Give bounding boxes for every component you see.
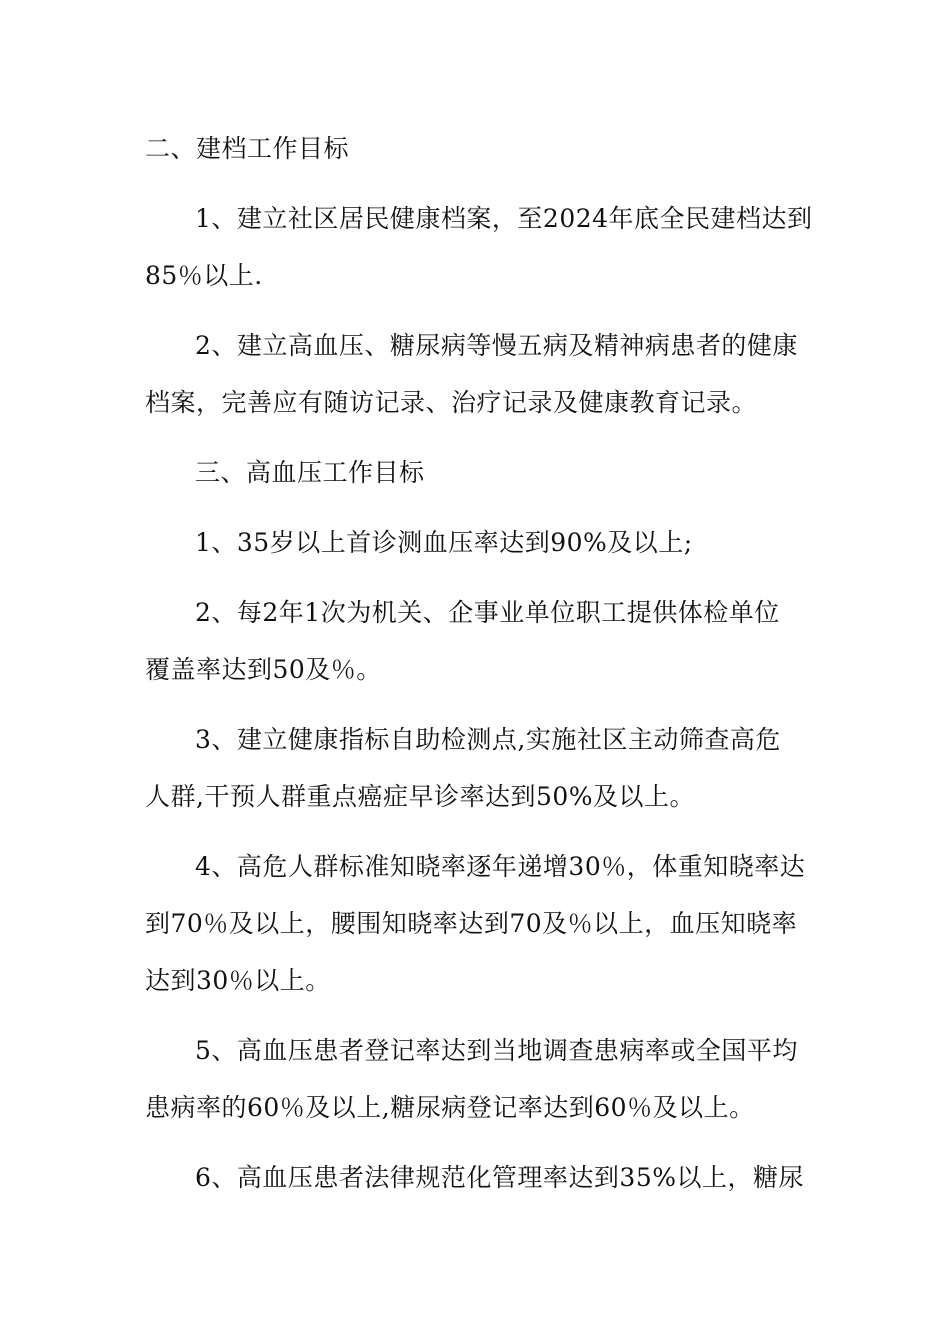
paragraph-line: 5、高血压患者登记率达到当地调查患病率或全国平均 — [195, 1036, 798, 1065]
paragraph-line: 覆盖率达到50及％。 — [145, 655, 382, 684]
paragraph-line: 1、35岁以上首诊测血压率达到90%及以上; — [195, 528, 693, 557]
paragraph-line: 2、每2年1次为机关、企事业单位职工提供体检单位 — [195, 598, 780, 627]
paragraph-line: 4、高危人群标准知晓率逐年递增30％，体重知晓率达 — [195, 852, 806, 881]
paragraph-line: 达到30％以上。 — [145, 966, 331, 995]
paragraph-line: 患病率的60％及以上,糖尿病登记率达到60％及以上。 — [145, 1093, 755, 1122]
section-heading-archiving: 二、建档工作目标 — [145, 134, 350, 163]
paragraph-line: 3、建立健康指标自助检测点,实施社区主动筛查高危 — [195, 725, 781, 754]
paragraph-line: 档案，完善应有随访记录、治疗记录及健康教育记录。 — [145, 388, 758, 417]
paragraph-line: 2、建立高血压、糖尿病等慢五病及精神病患者的健康 — [195, 331, 798, 360]
paragraph-line: 1、建立社区居民健康档案，至2024年底全民建档达到 — [195, 204, 813, 233]
paragraph-line: 到70％及以上，腰围知晓率达到70及％以上，血压知晓率 — [145, 909, 798, 938]
paragraph-line: 6、高血压患者法律规范化管理率达到35%以上，糖尿 — [195, 1163, 804, 1192]
paragraph-line: 85％以上. — [145, 261, 263, 290]
paragraph-line: 人群,干预人群重点癌症早诊率达到50%及以上。 — [145, 782, 696, 811]
section-heading-hypertension: 三、高血压工作目标 — [195, 458, 425, 487]
